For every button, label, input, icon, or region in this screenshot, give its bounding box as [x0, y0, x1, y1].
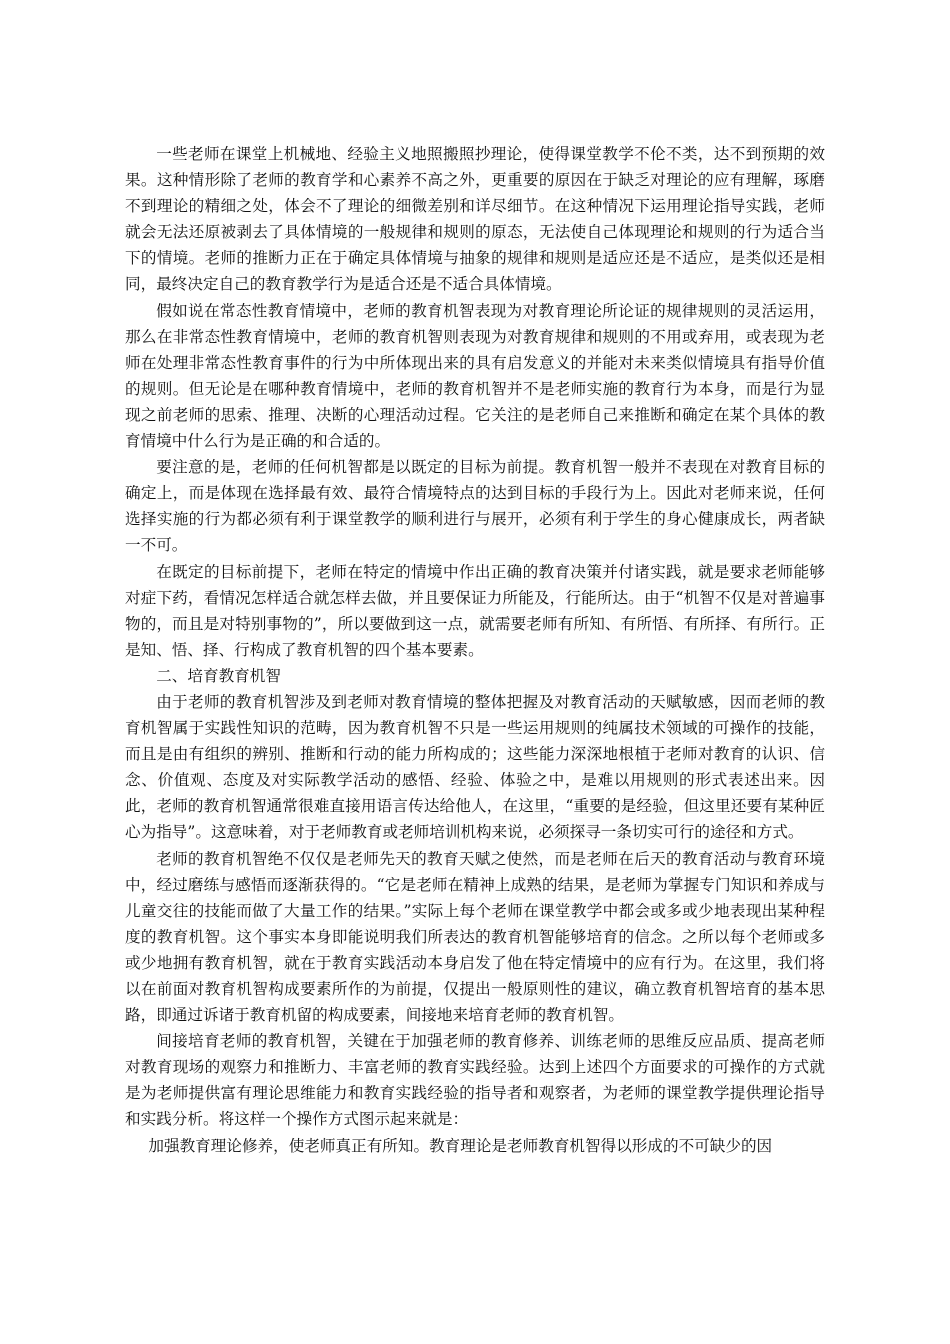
paragraph: 由于老师的教育机智涉及到老师对教育情境的整体把握及对教育活动的天赋敏感，因而老师的教育机智属于实践性知识的范畴，因为教育机智不只是一些运用规则的纯属技术领域的可操作的技能，而且是由有组织的辨别、推断和行动的能力所构成的；这些能力深深地根植于老师对教育的认识、信念、价值观、态度及对实际教学活动的感悟、经验、体验之中，是难以用规则的形式表述出来。因此，老师的教育机智通常很难直接用语言传达给他人，在这里，“重要的是经验，但这里还要有某种匠心为指导”。这意味着，对于老师教育或老师培训机构来说，必须探寻一条切实可行的途径和方式。: [125, 692, 825, 842]
paragraph: 老师的教育机智绝不仅仅是老师先天的教育天赋之使然，而是老师在后天的教育活动与教育环境中，经过磨练与感悟而逐渐获得的。“它是老师在精神上成熟的结果，是老师为掌握专门知识和养成与儿童交往的技能而做了大量工作的结果。”实际上每个老师在课堂教学中都会或多或少地表现出某种程度的教育机智。这个事实本身即能说明我们所表达的教育机智能够培育的信念。之所以每个老师或多或少地拥有教育机智，就在于教育实践活动本身启发了他在特定情境中的应有行为。在这里，我们将以在前面对教育机智构成要素所作的为前提，仅提出一般原则性的建议，确立教育机智培育的基本思路，即通过诉诸于教育机留的构成要素，间接地来培育老师的教育机智。: [125, 849, 825, 1025]
paragraph: 一些老师在课堂上机械地、经验主义地照搬照抄理论，使得课堂教学不伦不类，达不到预期的效果。这种情形除了老师的教育学和心素养不高之外，更重要的原因在于缺乏对理论的应有理解，琢磨不到理论的精细之处，体会不了理论的细微差别和详尽细节。在这种情况下运用理论指导实践，老师就会无法还原被剥去了具体情境的一般规律和规则的原态，无法使自己体现理论和规则的行为适合当下的情境。老师的推断力正在于确定具体情境与抽象的规律和规则是适应还是不适应，是类似还是相同，最终决定自己的教育教学行为是适合还是不适合具体情境。: [125, 145, 825, 294]
paragraph: 加强教育理论修养，使老师真正有所知。教育理论是老师教育机智得以形成的不可缺少的因: [148, 1136, 773, 1155]
document-body: [125, 141, 825, 1159]
paragraph: 要注意的是，老师的任何机智都是以既定的目标为前提。教育机智一般并不表现在对教育目标的确定上，而是体现在选择最有效、最符合情境特点的达到目标的手段行为上。因此对老师来说，任何选择实施的行为都必须有利于课堂教学的顺利进行与展开，必须有利于学生的身心健康成长，两者缺一不可。: [125, 458, 825, 555]
paragraph: 假如说在常态性教育情境中，老师的教育机智表现为对教育理论所论证的规律规则的灵活运用，那么在非常态性教育情境中，老师的教育机智则表现为对教育规律和规则的不用或弃用，或表现为老师在处理非常态性教育事件的行为中所体现出来的具有启发意义的并能对未来类似情境具有指导价值的规则。但无论是在哪种教育情境中，老师的教育机智并不是老师实施的教育行为本身，而是行为显现之前老师的思索、推理、决断的心理活动过程。它关注的是老师自己来推断和确定在某个具体的教育情境中什么行为是正确的和合适的。: [125, 301, 825, 451]
paragraph: 间接培育老师的教育机智，关键在于加强老师的教育修养、训练老师的思维反应品质、提高老师对教育现场的观察力和推断力、丰富老师的教育实践经验。达到上述四个方面要求的可操作的方式就是为老师提供富有理论思维能力和教育实践经验的指导者和观察者，为老师的课堂教学提供理论指导和实践分析。将这样一个操作方式图示起来就是：: [125, 1032, 825, 1129]
section-heading: 二、培育教育机智: [156, 666, 281, 685]
paragraph: 在既定的目标前提下，老师在特定的情境中作出正确的教育决策并付诸实践，就是要求老师能够对症下药，看情况怎样适合就怎样去做，并且要保证力所能及，行能所达。由于“机智不仅是对普遍事物的，而且是对特别事物的”，所以要做到这一点，就需要老师有所知、有所悟、有所择、有所行。正是知、悟、择、行构成了教育机智的四个基本要素。: [125, 562, 825, 659]
